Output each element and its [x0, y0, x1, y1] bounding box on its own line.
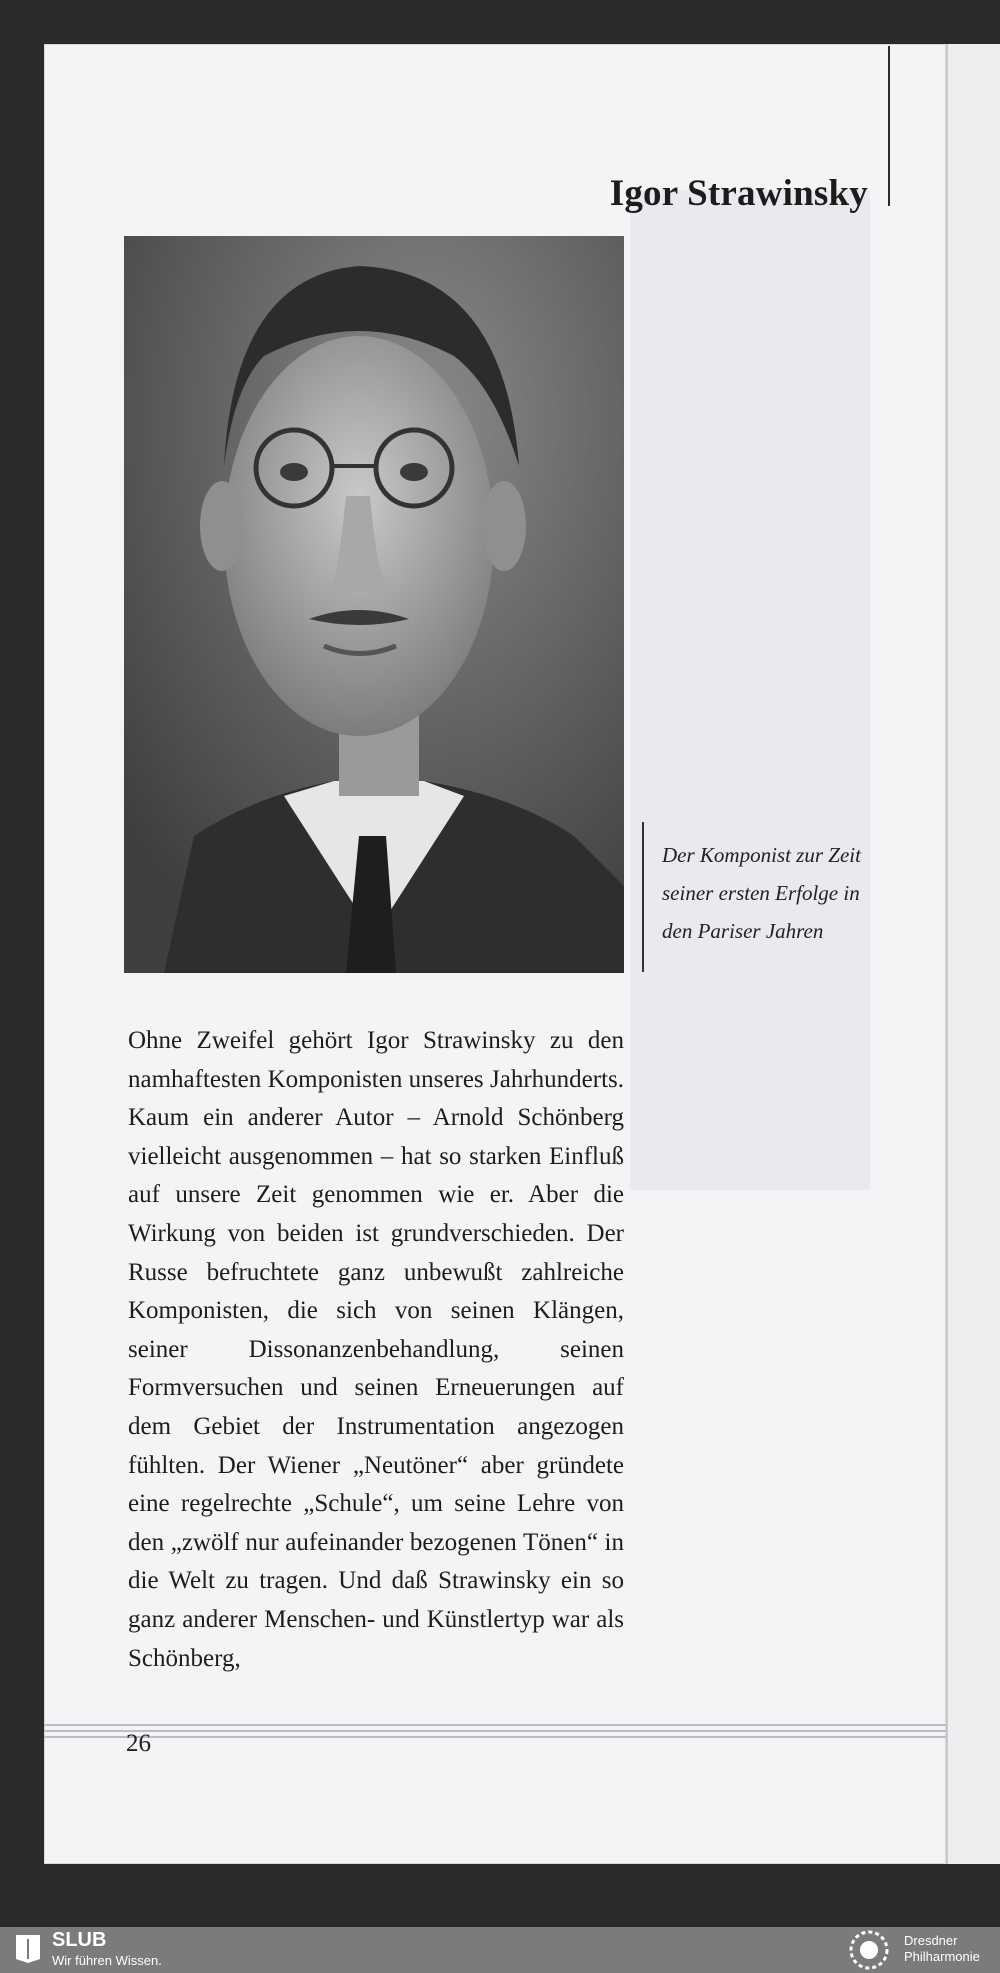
portrait-image — [124, 236, 624, 973]
body-paragraph: Ohne Zweifel gehört Igor Strawinsky zu den namhaftesten Komponisten unseres Jahrhunderts. Kaum ein anderer Autor – Arnold Schönberg vielleicht ausgenommen – hat so starken Einfluß auf unsere Zeit genommen wie er. Aber die Wirkung von beiden ist grundverschieden. Der Russe befruchtete ganz unbewußt zahlreiche Komponisten, die sich von seinen Klängen, seiner Dissonanzenbehandlung, seinen Formversuchen und seinen Erneuerungen auf dem Gebiet der Instrumentation angezogen fühlten. Der Wiener „Neutöner“ aber gründete eine regelrechte „Schule“, um seine Lehre von den „zwölf nur aufeinander bezogenen Tönen“ in die Welt zu tragen. Und daß Strawinsky ein so ganz anderer Menschen- und Künstlertyp war als Schönberg, — [128, 1027, 624, 1672]
library-tagline: Wir führen Wissen. — [52, 1953, 162, 1968]
photo-caption: Der Komponist zur Zeit seiner ersten Erfolge in den Pariser Jahren — [662, 843, 861, 943]
viewer-footer-bar — [0, 1927, 1000, 1973]
library-name: SLUB — [52, 1929, 107, 1951]
portrait-photo — [124, 236, 624, 973]
footer-rules — [44, 1724, 946, 1754]
slub-logo-icon — [14, 1933, 42, 1965]
title-rule — [888, 46, 890, 206]
caption-rule — [642, 822, 644, 972]
show-through-advert — [630, 190, 870, 1190]
partner-name-line2: Philharmonie — [904, 1949, 980, 1964]
page-number: 26 — [126, 1730, 151, 1757]
partner-name — [904, 1933, 980, 1965]
dresdner-philharmonie-logo-icon — [842, 1929, 896, 1971]
adjacent-page-edge — [946, 44, 1000, 1864]
page-title: Igor Strawinsky — [609, 173, 868, 214]
partner-name-line1: Dresdner — [904, 1933, 958, 1948]
